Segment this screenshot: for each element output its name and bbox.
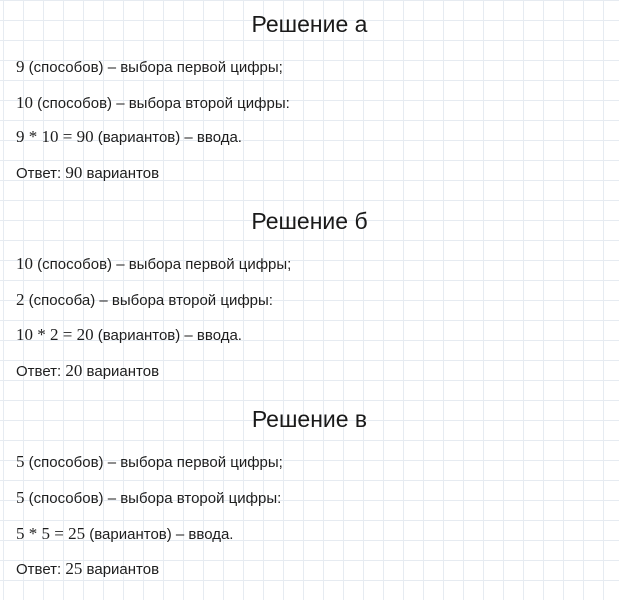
section-a-line-1: [16, 57, 283, 78]
section-c-line-1-text: (способов) – выбора первой цифры;: [24, 454, 283, 471]
section-a-title: Решение а: [251, 11, 368, 37]
section-b-answer-text: вариантов: [82, 363, 160, 380]
section-a-line-1-number: 9: [16, 57, 25, 76]
section-a-line-3-number: 9 * 10 = 90: [16, 127, 94, 146]
section-a-line-3: [16, 127, 242, 148]
section-b-line-1-number: 10: [16, 254, 33, 273]
section-c-line-1: [16, 452, 283, 473]
section-b-answer: [16, 361, 159, 382]
section-b-title: Решение б: [251, 208, 368, 234]
section-c-line-2: [16, 488, 281, 509]
section-c-answer-prefix: Ответ:: [16, 561, 66, 578]
section-b-answer-prefix: Ответ:: [16, 363, 66, 380]
section-a-line-2-number: 10: [16, 93, 33, 112]
section-a-line-1-text: (способов) – выбора первой цифры;: [24, 59, 283, 76]
section-c-line-3-text: (вариантов) – ввода.: [85, 526, 234, 543]
section-a-line-2: [16, 93, 290, 114]
section-b-line-1: [16, 254, 291, 275]
section-c-line-2-text: (способов) – выбора второй цифры:: [24, 490, 282, 507]
section-c-answer-text: вариантов: [82, 561, 160, 578]
section-b-line-2: [16, 290, 273, 311]
section-a-answer-prefix: Ответ:: [16, 165, 66, 182]
section-c-line-3-number: 5 * 5 = 25: [16, 524, 86, 543]
section-b-line-3-number: 10 * 2 = 20: [16, 325, 94, 344]
section-b-line-3-text: (вариантов) – ввода.: [93, 327, 242, 344]
section-c-answer-number: 25: [65, 559, 83, 578]
section-a-line-3-text: (вариантов) – ввода.: [93, 129, 242, 146]
section-b-answer-number: 20: [65, 361, 83, 380]
section-a-line-2-text: (способов) – выбора второй цифры:: [33, 95, 290, 112]
section-b-line-1-text: (способов) – выбора первой цифры;: [33, 256, 292, 273]
section-a-answer-text: вариантов: [82, 165, 160, 182]
section-c-answer: [16, 559, 159, 580]
section-c-line-2-number: 5: [16, 488, 25, 507]
section-c-line-3: [16, 524, 233, 545]
section-b-line-3: [16, 325, 242, 346]
section-b-line-2-text: (способа) – выбора второй цифры:: [24, 292, 273, 309]
section-a-answer: [16, 163, 159, 184]
section-b-line-2-number: 2: [16, 290, 25, 309]
section-a-answer-number: 90: [65, 163, 83, 182]
section-c-title: Решение в: [251, 406, 368, 432]
section-c-line-1-number: 5: [16, 452, 25, 471]
